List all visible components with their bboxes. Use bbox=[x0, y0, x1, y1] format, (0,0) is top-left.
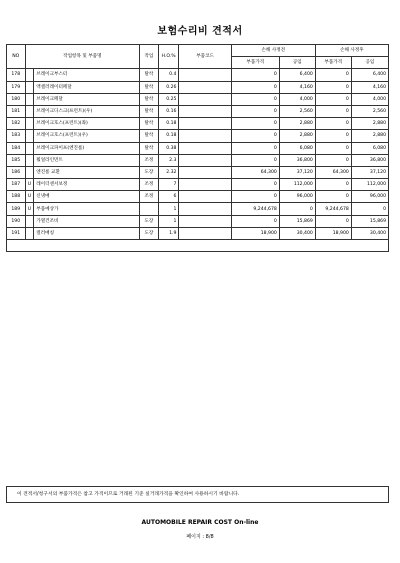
row-before-labor: 4,000 bbox=[279, 93, 315, 105]
row-item-name: 브레이크호스(프런트)(좌) bbox=[34, 118, 140, 130]
row-after-part-price: 0 bbox=[315, 118, 351, 130]
document-title: 보험수리비 견적서 bbox=[157, 26, 243, 37]
row-before-labor: 2,880 bbox=[279, 118, 315, 130]
row-no: 184 bbox=[7, 142, 26, 154]
row-mark bbox=[25, 81, 34, 93]
row-part-code bbox=[179, 191, 231, 203]
row-item-name: 레이더센서보정 bbox=[34, 179, 140, 191]
row-mark bbox=[25, 93, 34, 105]
row-no: 178 bbox=[7, 69, 26, 81]
row-hours: 0.25 bbox=[158, 93, 179, 105]
row-work: 도장 bbox=[140, 227, 159, 239]
row-after-labor: 6,400 bbox=[351, 69, 388, 81]
row-after-part-price: 0 bbox=[315, 154, 351, 166]
row-mark bbox=[25, 227, 34, 239]
header-before-labor: 공임 bbox=[279, 57, 315, 69]
row-no: 189 bbox=[7, 203, 26, 215]
row-after-labor: 112,000 bbox=[351, 179, 388, 191]
row-part-code bbox=[179, 227, 231, 239]
table-row bbox=[7, 179, 389, 191]
row-before-part-price: 0 bbox=[231, 154, 279, 166]
row-hours: 2.32 bbox=[158, 166, 179, 178]
row-item-name: 액셀러레이터페달 bbox=[34, 81, 140, 93]
row-work: 탈착 bbox=[140, 142, 159, 154]
row-work: 도장 bbox=[140, 215, 159, 227]
row-work: 탈착 bbox=[140, 81, 159, 93]
row-before-labor: 4,160 bbox=[279, 81, 315, 93]
empty-cell bbox=[7, 240, 389, 252]
row-before-part-price: 0 bbox=[231, 69, 279, 81]
row-before-part-price: 0 bbox=[231, 81, 279, 93]
table-row bbox=[7, 69, 389, 81]
row-after-part-price: 0 bbox=[315, 69, 351, 81]
row-after-part-price: 0 bbox=[315, 215, 351, 227]
row-no: 181 bbox=[7, 105, 26, 117]
table-row bbox=[7, 166, 389, 178]
row-before-labor: 6,080 bbox=[279, 142, 315, 154]
row-item-name: 엔진룸 교환 bbox=[34, 166, 140, 178]
row-after-labor: 36,800 bbox=[351, 154, 388, 166]
row-no: 187 bbox=[7, 179, 26, 191]
table-row bbox=[7, 93, 389, 105]
row-after-labor: 0 bbox=[351, 203, 388, 215]
header-after-labor: 공임 bbox=[351, 57, 388, 69]
row-before-part-price: 0 bbox=[231, 142, 279, 154]
row-item-name: 브레이크호스(프런트)(우) bbox=[34, 130, 140, 142]
row-before-part-price: 0 bbox=[231, 130, 279, 142]
table-row bbox=[7, 142, 389, 154]
row-no: 180 bbox=[7, 93, 26, 105]
row-hours: 0.18 bbox=[158, 118, 179, 130]
row-after-labor: 2,560 bbox=[351, 105, 388, 117]
table-row bbox=[7, 81, 389, 93]
row-mark bbox=[25, 166, 34, 178]
row-mark bbox=[25, 130, 34, 142]
row-part-code bbox=[179, 166, 231, 178]
row-mark bbox=[25, 215, 34, 227]
row-work: 조정 bbox=[140, 191, 159, 203]
row-before-labor: 2,880 bbox=[279, 130, 315, 142]
row-item-name: 가열건조비 bbox=[34, 215, 140, 227]
row-item-name: 컬러매칭 bbox=[34, 227, 140, 239]
row-work: 탈착 bbox=[140, 93, 159, 105]
row-no: 185 bbox=[7, 154, 26, 166]
row-mark: U bbox=[25, 191, 34, 203]
row-hours: 6 bbox=[158, 191, 179, 203]
estimate-table bbox=[6, 44, 389, 252]
row-hours: 0.16 bbox=[158, 105, 179, 117]
row-before-labor: 15,869 bbox=[279, 215, 315, 227]
table-row bbox=[7, 154, 389, 166]
header-after-part-price: 부품가격 bbox=[315, 57, 351, 69]
footer-brand: AUTOMOBILE REPAIR COST On-line bbox=[141, 519, 259, 526]
row-mark bbox=[25, 105, 34, 117]
row-part-code bbox=[179, 130, 231, 142]
row-before-labor: 0 bbox=[279, 203, 315, 215]
row-work: 조정 bbox=[140, 154, 159, 166]
table-row bbox=[7, 130, 389, 142]
row-before-labor: 2,560 bbox=[279, 105, 315, 117]
row-item-name: 부품예상가 bbox=[34, 203, 140, 215]
row-part-code bbox=[179, 69, 231, 81]
row-mark bbox=[25, 154, 34, 166]
row-after-labor: 30,400 bbox=[351, 227, 388, 239]
row-hours: 1.9 bbox=[158, 227, 179, 239]
row-after-labor: 15,869 bbox=[351, 215, 388, 227]
row-hours: 0.4 bbox=[158, 69, 179, 81]
row-after-part-price: 0 bbox=[315, 130, 351, 142]
row-part-code bbox=[179, 81, 231, 93]
row-after-part-price: 64,300 bbox=[315, 166, 351, 178]
header-no: NO bbox=[7, 45, 26, 69]
row-before-part-price: 0 bbox=[231, 93, 279, 105]
row-part-code bbox=[179, 142, 231, 154]
row-no: 179 bbox=[7, 81, 26, 93]
row-before-labor: 36,800 bbox=[279, 154, 315, 166]
row-before-part-price: 18,900 bbox=[231, 227, 279, 239]
row-part-code bbox=[179, 179, 231, 191]
row-item-name: 휠얼라인먼트 bbox=[34, 154, 140, 166]
header-after: 손해 사정후 bbox=[315, 45, 388, 57]
row-work: 조정 bbox=[140, 179, 159, 191]
header-hours: H.O.% bbox=[158, 45, 179, 69]
row-work: 탈착 bbox=[140, 105, 159, 117]
row-part-code bbox=[179, 203, 231, 215]
row-mark bbox=[25, 142, 34, 154]
header-item: 작업항목 및 부품명 bbox=[25, 45, 140, 69]
table-row bbox=[7, 105, 389, 117]
row-before-part-price: 0 bbox=[231, 105, 279, 117]
row-hours: 1 bbox=[158, 215, 179, 227]
row-work: 탈착 bbox=[140, 130, 159, 142]
row-no: 182 bbox=[7, 118, 26, 130]
empty-table-area bbox=[7, 240, 389, 252]
row-part-code bbox=[179, 215, 231, 227]
row-after-part-price: 18,900 bbox=[315, 227, 351, 239]
row-mark bbox=[25, 69, 34, 81]
estimate-rows bbox=[7, 69, 389, 240]
row-before-part-price: 64,300 bbox=[231, 166, 279, 178]
row-after-labor: 6,080 bbox=[351, 142, 388, 154]
row-part-code bbox=[179, 154, 231, 166]
row-item-name: 브레이크디스크(프런트)(우) bbox=[34, 105, 140, 117]
row-before-part-price: 0 bbox=[231, 179, 279, 191]
row-after-part-price: 0 bbox=[315, 105, 351, 117]
row-no: 183 bbox=[7, 130, 26, 142]
row-work: 탈착 bbox=[140, 118, 159, 130]
row-before-labor: 96,000 bbox=[279, 191, 315, 203]
row-before-labor: 112,000 bbox=[279, 179, 315, 191]
row-no: 191 bbox=[7, 227, 26, 239]
table-row bbox=[7, 227, 389, 239]
header-before: 손해 사정전 bbox=[231, 45, 315, 57]
row-item-name: 브레이크부스터 bbox=[34, 69, 140, 81]
row-after-labor: 2,880 bbox=[351, 130, 388, 142]
page-number: 페이지 : 8/8 bbox=[186, 534, 214, 540]
row-before-labor: 37,120 bbox=[279, 166, 315, 178]
row-before-part-price: 0 bbox=[231, 118, 279, 130]
row-hours: 0.38 bbox=[158, 142, 179, 154]
row-no: 190 bbox=[7, 215, 26, 227]
table-row bbox=[7, 118, 389, 130]
row-mark: U bbox=[25, 179, 34, 191]
row-work: 탈착 bbox=[140, 69, 159, 81]
row-mark: U bbox=[25, 203, 34, 215]
row-after-part-price: 0 bbox=[315, 93, 351, 105]
row-after-labor: 96,000 bbox=[351, 191, 388, 203]
row-after-part-price: 0 bbox=[315, 81, 351, 93]
row-after-labor: 4,000 bbox=[351, 93, 388, 105]
table-row bbox=[7, 203, 389, 215]
row-hours: 0.18 bbox=[158, 130, 179, 142]
row-hours: 7 bbox=[158, 179, 179, 191]
row-part-code bbox=[179, 93, 231, 105]
row-hours: 0.26 bbox=[158, 81, 179, 93]
row-hours: 1 bbox=[158, 203, 179, 215]
table-row bbox=[7, 215, 389, 227]
row-no: 186 bbox=[7, 166, 26, 178]
row-before-part-price: 9,244,678 bbox=[231, 203, 279, 215]
row-item-name: 브레이크페달 bbox=[34, 93, 140, 105]
row-after-labor: 2,880 bbox=[351, 118, 388, 130]
row-hours: 2.3 bbox=[158, 154, 179, 166]
row-after-part-price: 0 bbox=[315, 142, 351, 154]
row-before-labor: 30,400 bbox=[279, 227, 315, 239]
row-work bbox=[140, 203, 159, 215]
row-after-labor: 4,160 bbox=[351, 81, 388, 93]
disclaimer-note: 이 견적서/청구서의 부품가격은 참고 가격이므로 거래된 기준 실거래가격을 확인하여 사용하시기 바랍니다. bbox=[6, 486, 389, 503]
row-before-part-price: 0 bbox=[231, 215, 279, 227]
row-mark bbox=[25, 118, 34, 130]
row-part-code bbox=[179, 105, 231, 117]
row-before-labor: 6,400 bbox=[279, 69, 315, 81]
header-part-code: 부품코드 bbox=[179, 45, 231, 69]
row-work: 도장 bbox=[140, 166, 159, 178]
row-part-code bbox=[179, 118, 231, 130]
row-before-part-price: 0 bbox=[231, 191, 279, 203]
row-item-name: 브레이크파이프(엔진룸) bbox=[34, 142, 140, 154]
header-work: 작업 bbox=[140, 45, 159, 69]
row-no: 188 bbox=[7, 191, 26, 203]
table-row bbox=[7, 191, 389, 203]
row-after-part-price: 9,244,678 bbox=[315, 203, 351, 215]
row-after-labor: 37,120 bbox=[351, 166, 388, 178]
header-row-1 bbox=[7, 45, 389, 57]
row-after-part-price: 0 bbox=[315, 179, 351, 191]
header-before-part-price: 부품가격 bbox=[231, 57, 279, 69]
row-after-part-price: 0 bbox=[315, 191, 351, 203]
row-item-name: 신냉매 bbox=[34, 191, 140, 203]
